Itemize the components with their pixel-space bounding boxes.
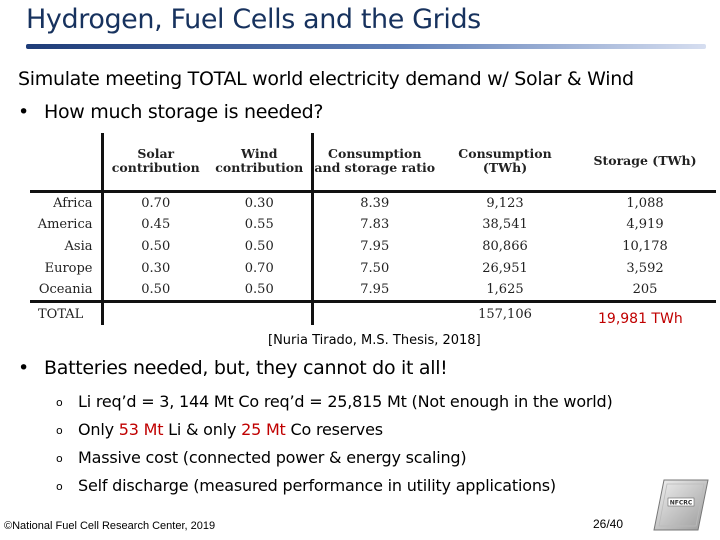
cell-solar: 0.50 bbox=[102, 236, 208, 258]
cell-region: Africa bbox=[30, 191, 102, 214]
bullet-text: Batteries needed, but, they cannot do it all! bbox=[44, 357, 448, 379]
list-item-text: Self discharge (measured performance in utility applications) bbox=[78, 476, 556, 495]
cell-consumption: 26,951 bbox=[482, 260, 528, 276]
table-row bbox=[30, 257, 716, 279]
bullet-dot: • bbox=[18, 101, 29, 123]
circle-bullet-icon: o bbox=[56, 395, 63, 409]
table-row bbox=[30, 236, 716, 258]
cell-wind: 0.55 bbox=[244, 217, 274, 233]
table-header-storage: Storage (TWh) bbox=[593, 153, 697, 169]
cell-wind: 0.50 bbox=[244, 238, 274, 254]
storage-table bbox=[30, 133, 716, 325]
list-item-text: Li & only bbox=[163, 420, 242, 439]
bullet-storage-question bbox=[18, 101, 323, 123]
list-item bbox=[56, 390, 613, 418]
list-item bbox=[56, 446, 613, 474]
storage-total-callout: 19,981 TWh bbox=[598, 311, 683, 327]
cell-ratio: 7.95 bbox=[312, 236, 436, 258]
table-header-consumption: Consumption (TWh) bbox=[458, 146, 552, 176]
cell-total-consumption: 157,106 bbox=[436, 302, 574, 325]
circle-bullet-icon: o bbox=[56, 423, 63, 437]
storage-table-image bbox=[30, 133, 716, 325]
cell-consumption: 38,541 bbox=[482, 217, 528, 233]
bullet-text: How much storage is needed? bbox=[44, 101, 324, 123]
cell-consumption: 9,123 bbox=[436, 191, 574, 214]
page-number: 26/40 bbox=[593, 517, 624, 531]
cell-consumption: 1,625 bbox=[486, 282, 524, 298]
slide-subtitle: Simulate meeting TOTAL world electricity demand w/ Solar & Wind bbox=[18, 68, 634, 90]
logo-text: NFCRC bbox=[669, 499, 693, 507]
cell-solar: 0.30 bbox=[102, 257, 208, 279]
bullet-batteries bbox=[18, 357, 448, 379]
li-reserve-value: 53 Mt bbox=[118, 420, 164, 439]
cell-ratio: 7.50 bbox=[312, 257, 436, 279]
battery-sub-bullets bbox=[56, 390, 613, 502]
cell-consumption: 80,866 bbox=[482, 238, 528, 254]
cell-storage: 3,592 bbox=[626, 260, 664, 276]
cell-region: Oceania bbox=[38, 282, 93, 298]
nfcrc-logo-icon bbox=[652, 478, 710, 532]
table-header-wind: Wind contribution bbox=[215, 146, 304, 176]
list-item-text: Only bbox=[78, 420, 119, 439]
slide-title: Hydrogen, Fuel Cells and the Grids bbox=[26, 4, 481, 35]
footer-org: National Fuel Cell Research Center, 2019 bbox=[12, 520, 216, 532]
cell-ratio: 7.83 bbox=[312, 214, 436, 236]
table-row bbox=[30, 279, 716, 302]
cell-wind: 0.30 bbox=[208, 191, 312, 214]
circle-bullet-icon: o bbox=[56, 451, 63, 465]
co-reserve-value: 25 Mt bbox=[241, 420, 286, 439]
title-underline-bar bbox=[26, 44, 706, 49]
cell-storage: 10,178 bbox=[622, 238, 668, 254]
list-item-text: Co reserves bbox=[285, 420, 383, 439]
table-row bbox=[30, 214, 716, 236]
cell-total-label: TOTAL bbox=[30, 302, 102, 325]
bullet-dot: • bbox=[18, 357, 29, 379]
cell-wind: 0.50 bbox=[244, 282, 274, 298]
table-header-solar: Solar contribution bbox=[102, 133, 208, 191]
list-item-text: Li req’d = 3, 144 Mt Co req’d = 25,815 Mt (Not enough in the world) bbox=[78, 392, 613, 411]
copyright-icon: © bbox=[4, 520, 13, 532]
cell-region: America bbox=[37, 217, 93, 233]
cell-storage: 205 bbox=[632, 282, 658, 298]
cell-region: Europe bbox=[44, 260, 93, 276]
list-item-text: Massive cost (connected power & energy scaling) bbox=[78, 448, 467, 467]
citation: [Nuria Tirado, M.S. Thesis, 2018] bbox=[268, 333, 481, 348]
cell-region: Asia bbox=[64, 238, 93, 254]
cell-wind: 0.70 bbox=[244, 260, 274, 276]
cell-solar: 0.50 bbox=[102, 279, 208, 302]
cell-ratio: 7.95 bbox=[312, 279, 436, 302]
cell-storage: 4,919 bbox=[626, 217, 664, 233]
circle-bullet-icon: o bbox=[56, 479, 63, 493]
cell-solar: 0.45 bbox=[102, 214, 208, 236]
cell-storage: 1,088 bbox=[574, 191, 716, 214]
list-item bbox=[56, 474, 613, 502]
table-header-region bbox=[30, 133, 102, 191]
cell-ratio: 8.39 bbox=[312, 191, 436, 214]
table-header-ratio: Consumption and storage ratio bbox=[312, 133, 436, 191]
cell-solar: 0.70 bbox=[102, 191, 208, 214]
list-item bbox=[56, 418, 613, 446]
table-row bbox=[30, 191, 716, 214]
footer-copyright bbox=[4, 520, 215, 532]
